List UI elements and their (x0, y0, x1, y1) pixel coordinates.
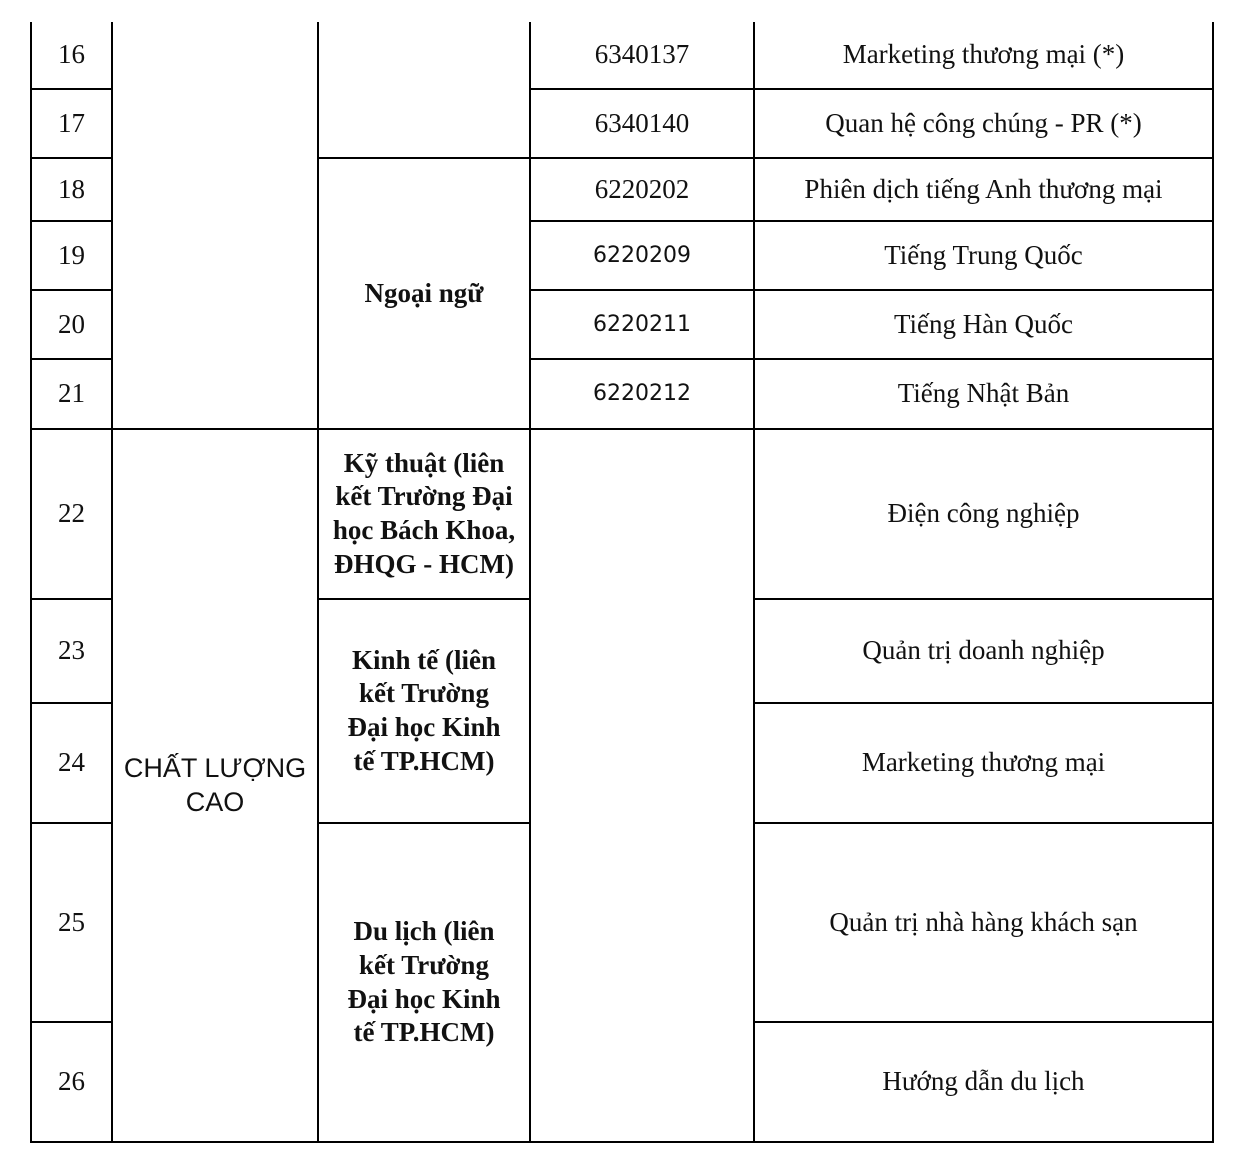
field-economics: Kinh tế (liên kết Trường Đại học Kinh tế TP.HCM) (318, 599, 530, 823)
field-cell (318, 22, 530, 158)
row-number: 25 (31, 823, 112, 1022)
row-number: 16 (31, 22, 112, 89)
row-number: 26 (31, 1022, 112, 1142)
program-name: Phiên dịch tiếng Anh thương mại (754, 158, 1213, 221)
program-code: 6220209 (530, 221, 754, 290)
program-name: Tiếng Hàn Quốc (754, 290, 1213, 359)
program-name: Quản trị nhà hàng khách sạn (754, 823, 1213, 1022)
row-number: 24 (31, 703, 112, 823)
program-name: Tiếng Trung Quốc (754, 221, 1213, 290)
row-number: 18 (31, 158, 112, 221)
programs-table (30, 22, 1214, 1143)
program-name: Quản trị doanh nghiệp (754, 599, 1213, 703)
program-name: Hướng dẫn du lịch (754, 1022, 1213, 1142)
program-name: Điện công nghiệp (754, 429, 1213, 599)
row-number: 22 (31, 429, 112, 599)
row-number: 23 (31, 599, 112, 703)
row-number: 19 (31, 221, 112, 290)
table-row (31, 429, 1213, 599)
program-group-high-quality: CHẤT LƯỢNG CAO (112, 429, 318, 1142)
program-name: Tiếng Nhật Bản (754, 359, 1213, 429)
program-code-empty (530, 429, 754, 1142)
program-name: Quan hệ công chúng - PR (*) (754, 89, 1213, 158)
program-name: Marketing thương mại (754, 703, 1213, 823)
program-group-cell (112, 22, 318, 429)
row-number: 17 (31, 89, 112, 158)
table-row (31, 22, 1213, 89)
program-code: 6340137 (530, 22, 754, 89)
field-engineering: Kỹ thuật (liên kết Trường Đại học Bách Khoa, ĐHQG - HCM) (318, 429, 530, 599)
program-code: 6220212 (530, 359, 754, 429)
field-foreign-languages: Ngoại ngữ (318, 158, 530, 429)
row-number: 20 (31, 290, 112, 359)
row-number: 21 (31, 359, 112, 429)
program-name: Marketing thương mại (*) (754, 22, 1213, 89)
program-code: 6220202 (530, 158, 754, 221)
program-code: 6220211 (530, 290, 754, 359)
field-tourism: Du lịch (liên kết Trường Đại học Kinh tế TP.HCM) (318, 823, 530, 1142)
program-code: 6340140 (530, 89, 754, 158)
